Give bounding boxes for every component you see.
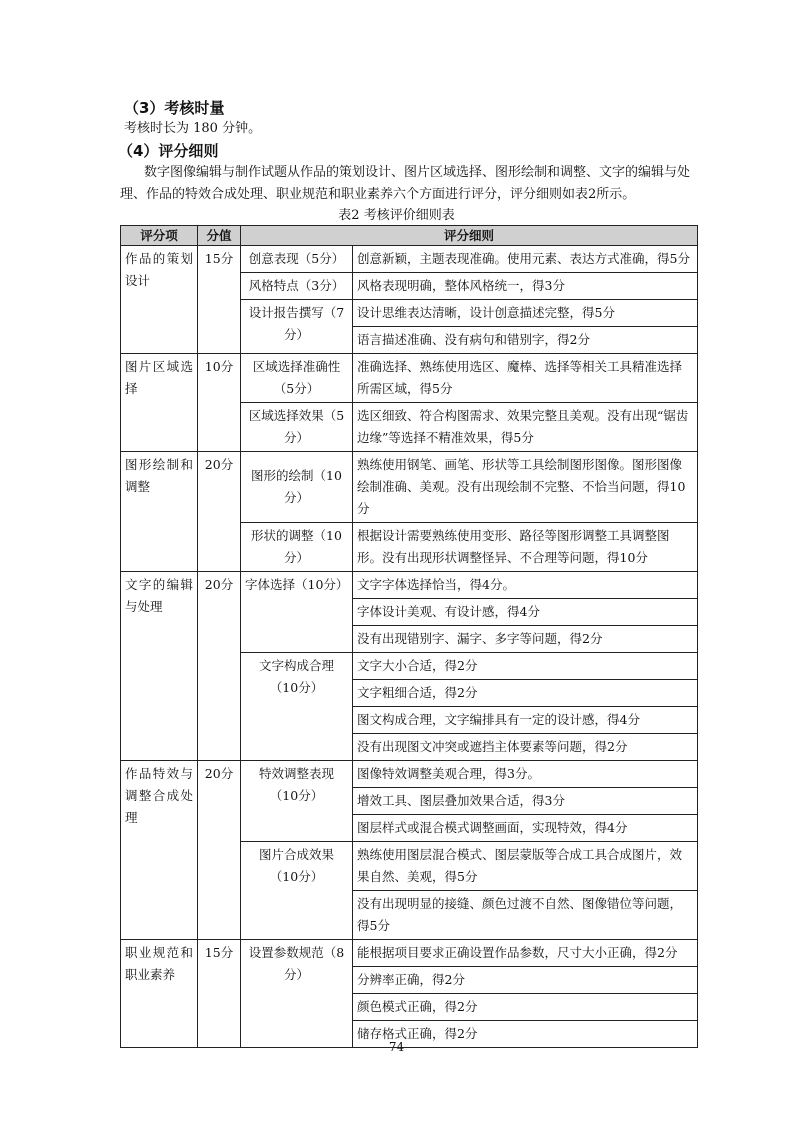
sub-item-cell: 特效调整表现（10分） bbox=[241, 761, 353, 842]
sub-item-cell: 设置参数规范（8分） bbox=[241, 940, 353, 1048]
sub-item-cell: 图形的绘制（10分） bbox=[241, 452, 353, 523]
scoring-paragraph-line2: 理、作品的特效合成处理、职业规范和职业素养六个方面进行评分，评分细则如表2所示。 bbox=[120, 187, 636, 202]
detail-cell: 文字字体选择恰当，得4分。 bbox=[353, 572, 698, 599]
section-heading-duration: （3）考核时量 bbox=[124, 99, 225, 117]
section-heading-scoring: （4）评分细则 bbox=[118, 142, 219, 160]
detail-cell: 熟练使用钢笔、画笔、形状等工具绘制图形图像。图形图像绘制准确、美观。没有出现绘制不完整、不恰当问题，得10分 bbox=[353, 452, 698, 523]
detail-cell: 图层样式或混合模式调整画面，实现特效，得4分 bbox=[353, 815, 698, 842]
item-cell: 职业规范和职业素养 bbox=[121, 940, 198, 1048]
detail-cell: 没有出现图文冲突或遮挡主体要素等问题，得2分 bbox=[353, 734, 698, 761]
score-cell: 15分 bbox=[198, 246, 241, 354]
table-row bbox=[121, 246, 698, 273]
table-row bbox=[121, 572, 698, 599]
item-cell: 文字的编辑与处理 bbox=[121, 572, 198, 761]
detail-cell: 图像特效调整美观合理，得3分。 bbox=[353, 761, 698, 788]
sub-item-cell: 区域选择准确性（5分） bbox=[241, 354, 353, 403]
sub-item-cell: 图片合成效果（10分） bbox=[241, 842, 353, 940]
table-row bbox=[121, 452, 698, 523]
table-caption: 表2 考核评价细则表 bbox=[338, 208, 455, 223]
item-cell: 图形绘制和调整 bbox=[121, 452, 198, 572]
detail-cell: 风格表现明确，整体风格统一，得3分 bbox=[353, 273, 698, 300]
sub-item-cell: 风格特点（3分） bbox=[241, 273, 353, 300]
score-cell: 20分 bbox=[198, 452, 241, 572]
detail-cell: 文字粗细合适，得2分 bbox=[353, 680, 698, 707]
scoring-table bbox=[120, 225, 698, 1048]
item-cell: 作品特效与调整合成处理 bbox=[121, 761, 198, 940]
detail-cell: 储存格式正确，得2分 bbox=[353, 1021, 698, 1048]
score-cell: 15分 bbox=[198, 940, 241, 1048]
sub-item-cell: 文字构成合理（10分） bbox=[241, 653, 353, 761]
detail-cell: 根据设计需要熟练使用变形、路径等图形调整工具调整图形。没有出现形状调整怪异、不合理等问题，得10分 bbox=[353, 523, 698, 572]
duration-paragraph: 考核时长为 180 分钟。 bbox=[124, 121, 262, 136]
detail-cell: 能根据项目要求正确设置作品参数，尺寸大小正确，得2分 bbox=[353, 940, 698, 967]
table-row bbox=[121, 940, 698, 967]
item-cell: 图片区域选择 bbox=[121, 354, 198, 452]
header-score: 分值 bbox=[198, 226, 241, 246]
detail-cell: 没有出现明显的接缝、颜色过渡不自然、图像错位等问题，得5分 bbox=[353, 891, 698, 940]
detail-cell: 颜色模式正确，得2分 bbox=[353, 994, 698, 1021]
score-cell: 20分 bbox=[198, 572, 241, 761]
score-cell: 10分 bbox=[198, 354, 241, 452]
sub-item-cell: 形状的调整（10分） bbox=[241, 523, 353, 572]
detail-cell: 准确选择、熟练使用选区、魔棒、选择等相关工具精准选择所需区域，得5分 bbox=[353, 354, 698, 403]
page-number: 74 bbox=[388, 1040, 405, 1054]
detail-cell: 熟练使用图层混合模式、图层蒙版等合成工具合成图片，效果自然、美观，得5分 bbox=[353, 842, 698, 891]
table-row bbox=[121, 761, 698, 788]
detail-cell: 设计思维表达清晰，设计创意描述完整，得5分 bbox=[353, 300, 698, 327]
detail-cell: 分辨率正确，得2分 bbox=[353, 967, 698, 994]
detail-cell: 字体设计美观、有设计感，得4分 bbox=[353, 599, 698, 626]
header-item: 评分项 bbox=[121, 226, 198, 246]
detail-cell: 选区细致、符合构图需求、效果完整且美观。没有出现“锯齿边缘”等选择不精准效果，得5分 bbox=[353, 403, 698, 452]
detail-cell: 图文构成合理，文字编排具有一定的设计感，得4分 bbox=[353, 707, 698, 734]
detail-cell: 语言描述准确、没有病句和错别字，得2分 bbox=[353, 327, 698, 354]
sub-item-cell: 创意表现（5分） bbox=[241, 246, 353, 273]
sub-item-cell: 区域选择效果（5分） bbox=[241, 403, 353, 452]
detail-cell: 没有出现错别字、漏字、多字等问题，得2分 bbox=[353, 626, 698, 653]
detail-cell: 文字大小合适，得2分 bbox=[353, 653, 698, 680]
header-detail: 评分细则 bbox=[241, 226, 698, 246]
table-row bbox=[121, 354, 698, 403]
table-header-row bbox=[121, 226, 698, 246]
score-cell: 20分 bbox=[198, 761, 241, 940]
sub-item-cell: 字体选择（10分） bbox=[241, 572, 353, 653]
detail-cell: 创意新颖，主题表现准确。使用元素、表达方式准确，得5分 bbox=[353, 246, 698, 273]
sub-item-cell: 设计报告撰写（7分） bbox=[241, 300, 353, 354]
scoring-paragraph-line1: 数字图像编辑与制作试题从作品的策划设计、图片区域选择、图形绘制和调整、文字的编辑与处 bbox=[144, 165, 691, 180]
detail-cell: 增效工具、图层叠加效果合适，得3分 bbox=[353, 788, 698, 815]
item-cell: 作品的策划设计 bbox=[121, 246, 198, 354]
